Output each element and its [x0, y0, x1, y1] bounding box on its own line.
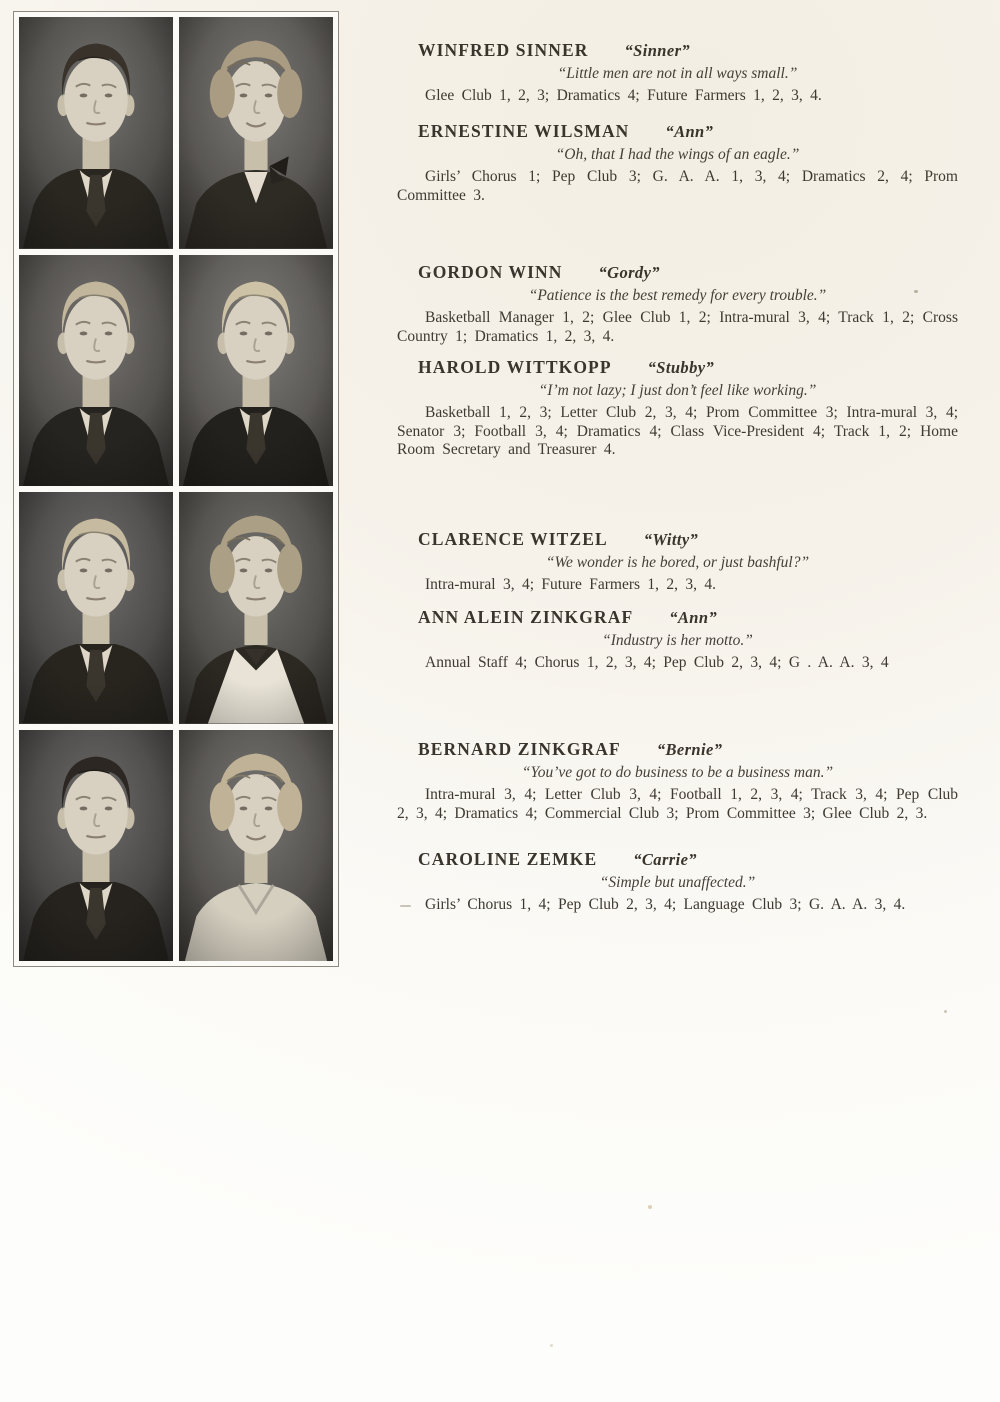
student-activities: Basketball Manager 1, 2; Glee Club 1, 2; Intra-mural 3, 4; Track 1, 2; Cross Country 1; Dramatics 1, 2, 3, 4. [397, 309, 958, 345]
student-name: ERNESTINE WILSMAN [418, 121, 630, 141]
student-activities: Girls’ Chorus 1, 4; Pep Club 2, 3, 4; Language Club 3; G. A. A. 3, 4. [425, 896, 906, 913]
print-speck [944, 1010, 947, 1013]
student-entry [397, 848, 958, 915]
student-entry [397, 356, 958, 460]
print-speck [550, 1344, 553, 1347]
student-quote: “You’ve got to do business to be a business man.” [521, 764, 834, 781]
student-quote: “Industry is her motto.” [602, 632, 753, 649]
student-name: BERNARD ZINKGRAF [418, 739, 621, 759]
entry-heading [418, 120, 958, 143]
portrait-photo [19, 17, 173, 249]
entry-heading [418, 528, 958, 551]
student-quote: “Patience is the best remedy for every trouble.” [528, 287, 827, 304]
entry-heading [418, 606, 958, 629]
student-name: WINFRED SINNER [418, 40, 589, 60]
student-nickname: “Gordy” [598, 263, 660, 282]
entry-heading [418, 39, 958, 62]
portrait-image [179, 730, 333, 962]
student-name: GORDON WINN [418, 262, 563, 282]
portrait-photo [19, 255, 173, 487]
portrait-image [179, 255, 333, 487]
student-nickname: “Ann” [669, 608, 718, 627]
portrait-image [19, 255, 173, 487]
entries-column [397, 0, 958, 1402]
portrait-photo [19, 730, 173, 962]
portrait-image [19, 730, 173, 962]
student-activities: Intra-mural 3, 4; Letter Club 3, 4; Football 1, 2, 3, 4; Track 3, 4; Pep Club 2, 3, 4; Dramatics 4; Commercial Club 3; Prom Committee 3; Glee Club 2, 3. [397, 786, 958, 822]
student-nickname: “Sinner” [624, 41, 691, 60]
student-activities: Basketball 1, 2, 3; Letter Club 2, 3, 4; Prom Committee 3; Intra-mural 3, 4; Senator 3; Football 3, 4; Dramatics 4; Class Vice-President 4; Track 1, 2; Home Room Secretary and Treasurer 4. [397, 404, 958, 458]
print-speck [648, 1205, 652, 1209]
student-activities: Intra-mural 3, 4; Future Farmers 1, 2, 3, 4. [425, 576, 717, 593]
portrait-photo [179, 492, 333, 724]
student-entry [397, 738, 958, 823]
portrait-image [179, 17, 333, 249]
student-name: CAROLINE ZEMKE [418, 849, 598, 869]
student-nickname: “Stubby” [647, 358, 715, 377]
entry-heading [418, 848, 958, 871]
student-entry [397, 261, 958, 346]
student-activities: Girls’ Chorus 1; Pep Club 3; G. A. A. 1, 3, 4; Dramatics 2, 4; Prom Committee 3. [397, 168, 958, 204]
student-name: CLARENCE WITZEL [418, 529, 608, 549]
portrait-photo [179, 255, 333, 487]
print-speck [914, 290, 918, 293]
portrait-photo [179, 730, 333, 962]
student-nickname: “Witty” [643, 530, 699, 549]
student-quote: “Little men are not in all ways small.” [557, 65, 798, 82]
student-quote: “Simple but unaffected.” [599, 874, 756, 891]
student-entry [397, 39, 958, 106]
portrait-photo [179, 17, 333, 249]
student-name: HAROLD WITTKOPP [418, 357, 612, 377]
student-nickname: “Bernie” [656, 740, 723, 759]
portrait-photo [19, 492, 173, 724]
photo-grid [13, 11, 339, 967]
portrait-image [19, 17, 173, 249]
student-entry [397, 606, 958, 673]
entry-heading [418, 738, 958, 761]
entry-heading [418, 261, 958, 284]
print-speck [400, 905, 411, 907]
student-nickname: “Ann” [665, 122, 714, 141]
student-nickname: “Carrie” [633, 850, 697, 869]
entry-heading [418, 356, 958, 379]
student-name: ANN ALEIN ZINKGRAF [418, 607, 634, 627]
student-entry [397, 120, 958, 205]
student-activities: Glee Club 1, 2, 3; Dramatics 4; Future Farmers 1, 2, 3, 4. [425, 87, 822, 104]
student-quote: “I’m not lazy; I just don’t feel like working.” [538, 382, 817, 399]
portrait-image [19, 492, 173, 724]
portrait-image [179, 492, 333, 724]
student-quote: “We wonder is he bored, or just bashful?” [545, 554, 810, 571]
student-quote: “Oh, that I had the wings of an eagle.” [555, 146, 800, 163]
student-activities: Annual Staff 4; Chorus 1, 2, 3, 4; Pep Club 2, 3, 4; G . A. A. 3, 4 [425, 654, 889, 671]
student-entry [397, 528, 958, 595]
